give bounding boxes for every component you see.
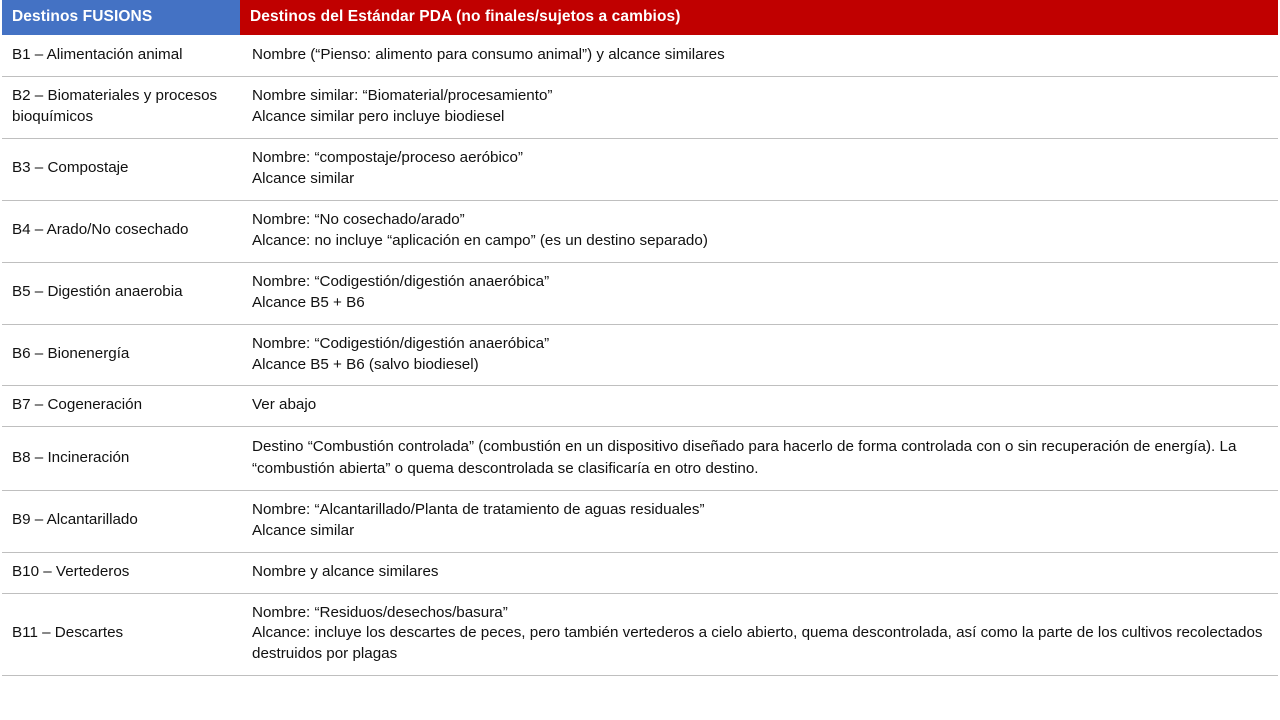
cell-pda-destination (240, 427, 1278, 490)
table-row (2, 593, 1278, 676)
cell-fusions-destination: B6 – Bionenergía (2, 324, 240, 386)
cell-fusions-destination: B4 – Arado/No cosechado (2, 200, 240, 262)
cell-fusions-destination: B8 – Incineración (2, 427, 240, 490)
cell-pda-line: Alcance B5 + B6 (salvo biodiesel) (252, 355, 479, 373)
table-row (2, 490, 1278, 552)
cell-pda-destination (240, 76, 1278, 138)
cell-pda-destination (240, 490, 1278, 552)
cell-pda-destination (240, 262, 1278, 324)
table-row (2, 35, 1278, 76)
destinos-comparison-table (2, 0, 1278, 676)
cell-pda-line: Nombre y alcance similares (252, 562, 439, 580)
cell-pda-destination (240, 35, 1278, 76)
cell-pda-line: Nombre (“Pienso: alimento para consumo animal”) y alcance similares (252, 45, 725, 63)
table-row (2, 427, 1278, 490)
cell-fusions-destination: B7 – Cogeneración (2, 386, 240, 427)
cell-pda-destination (240, 593, 1278, 676)
cell-pda-destination (240, 324, 1278, 386)
column-header-pda: Destinos del Estándar PDA (no finales/sujetos a cambios) (240, 0, 1278, 35)
cell-pda-destination (240, 200, 1278, 262)
table-row (2, 262, 1278, 324)
cell-pda-line: Ver abajo (252, 396, 317, 414)
cell-pda-line: Alcance similar pero incluye biodiesel (252, 107, 505, 125)
cell-pda-destination (240, 552, 1278, 593)
table-header (2, 0, 1278, 35)
cell-pda-destination (240, 386, 1278, 427)
cell-pda-line: Alcance B5 + B6 (252, 293, 365, 311)
table-row (2, 76, 1278, 138)
cell-fusions-destination: B11 – Descartes (2, 593, 240, 676)
cell-pda-line: Destino “Combustión controlada” (combustión en un dispositivo diseñado para hacerlo de forma controlada con o sin recuperación de energía). La “combustión abierta” o quema descontrolada se clasificaría en otro destino. (252, 438, 1237, 478)
cell-pda-line: Alcance: incluye los descartes de peces, pero también vertederos a cielo abierto, quema descontrolada, así como la parte de los cultivos recolectados destruidos por plagas (252, 624, 1263, 663)
cell-pda-line: Nombre: “No cosechado/arado” (252, 210, 465, 228)
cell-pda-line: Nombre similar: “Biomaterial/procesamiento” (252, 86, 553, 104)
cell-pda-line: Nombre: “compostaje/proceso aeróbico” (252, 148, 523, 166)
cell-pda-line: Alcance similar (252, 169, 355, 187)
cell-fusions-destination: B5 – Digestión anaerobia (2, 262, 240, 324)
cell-pda-line: Nombre: “Codigestión/digestión anaeróbica” (252, 272, 550, 290)
cell-pda-line: Nombre: “Alcantarillado/Planta de tratamiento de aguas residuales” (252, 500, 705, 518)
cell-pda-line: Nombre: “Residuos/desechos/basura” (252, 603, 508, 621)
cell-fusions-destination: B9 – Alcantarillado (2, 490, 240, 552)
cell-pda-line: Alcance similar (252, 521, 355, 539)
table-row (2, 552, 1278, 593)
table-row (2, 386, 1278, 427)
header-row (2, 0, 1278, 35)
cell-fusions-destination: B1 – Alimentación animal (2, 35, 240, 76)
table-body (2, 35, 1278, 676)
cell-pda-line: Alcance: no incluye “aplicación en campo” (es un destino separado) (252, 231, 708, 249)
cell-pda-line: Nombre: “Codigestión/digestión anaeróbica” (252, 334, 550, 352)
column-header-fusions: Destinos FUSIONS (2, 0, 240, 35)
cell-fusions-destination: B3 – Compostaje (2, 138, 240, 200)
cell-pda-destination (240, 138, 1278, 200)
cell-fusions-destination: B2 – Biomateriales y procesos bioquímicos (2, 76, 240, 138)
cell-fusions-destination: B10 – Vertederos (2, 552, 240, 593)
table-row (2, 200, 1278, 262)
table-row (2, 138, 1278, 200)
table-row (2, 324, 1278, 386)
